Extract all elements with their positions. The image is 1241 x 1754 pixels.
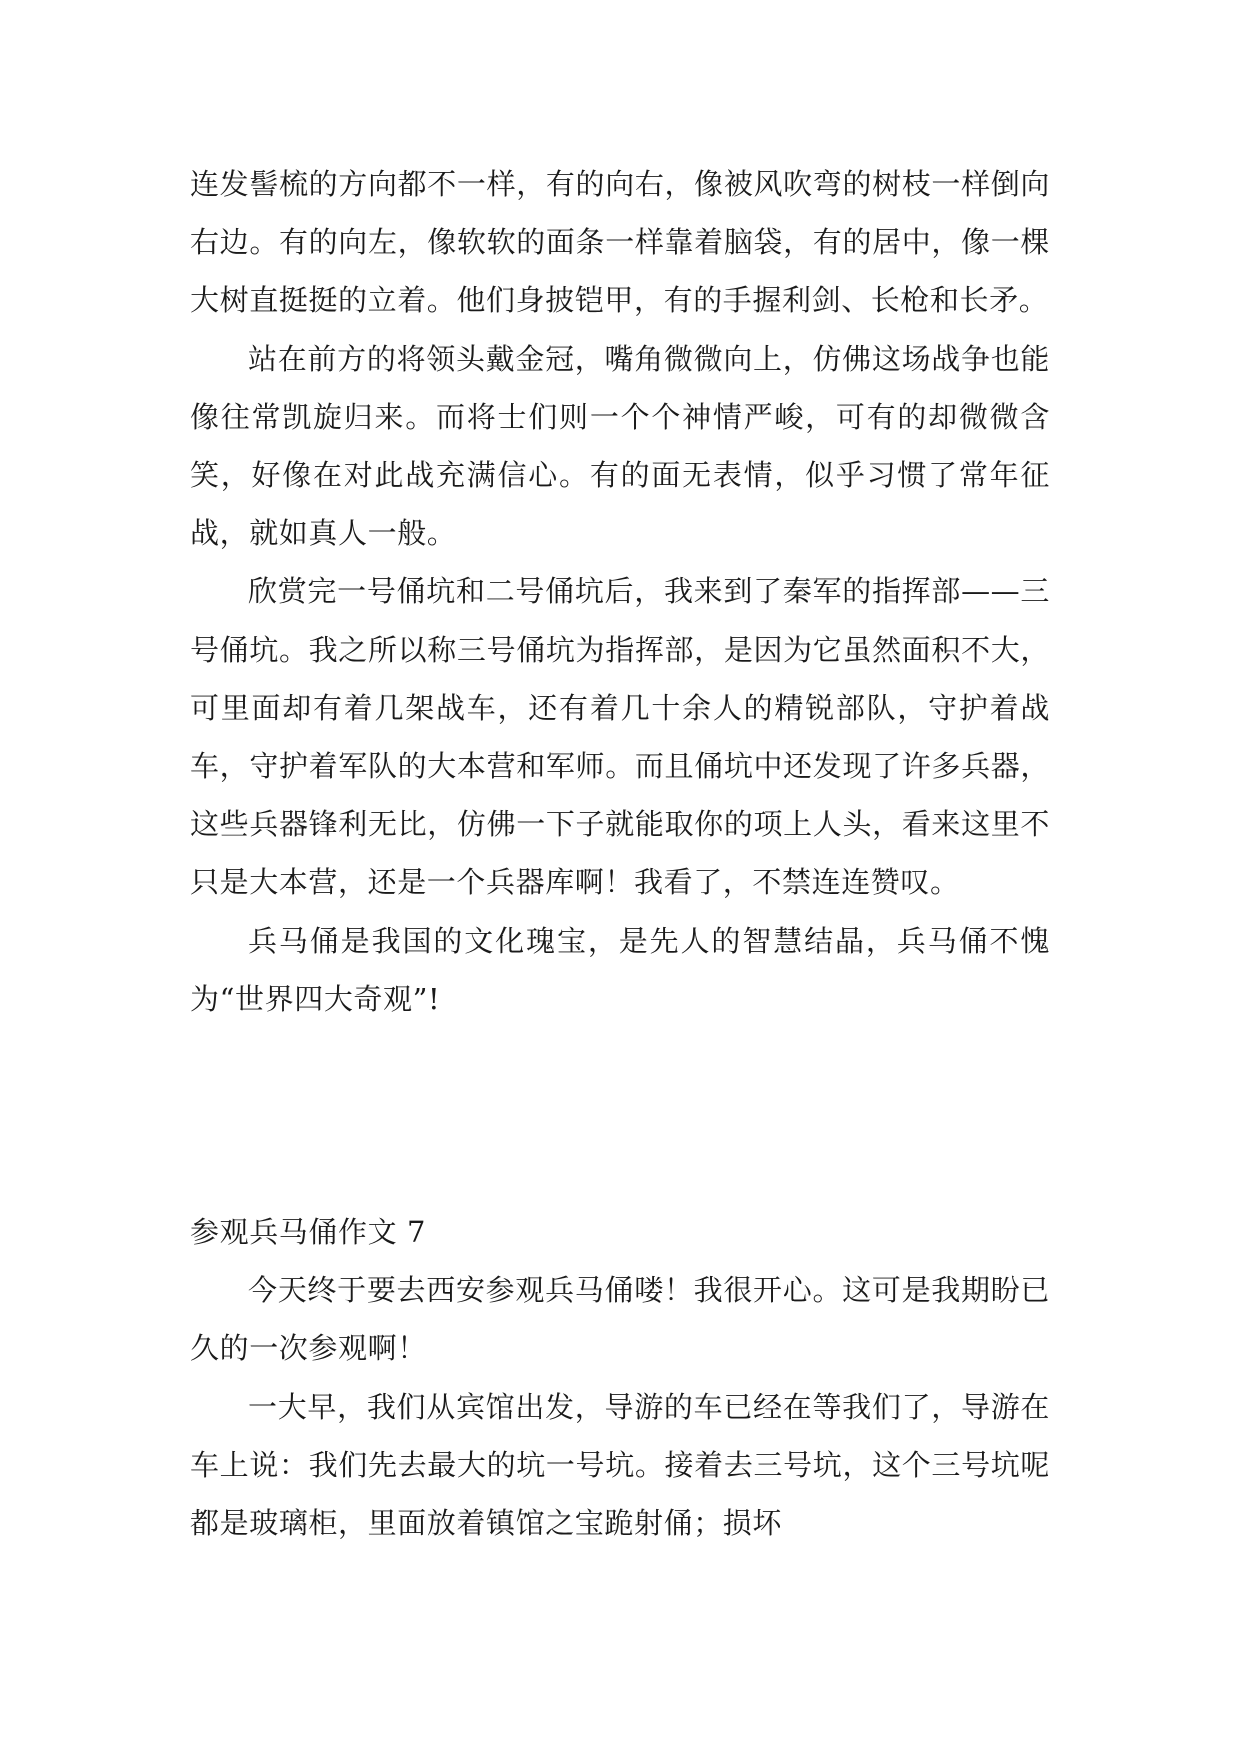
paragraph-trip-intro: 今天终于要去西安参观兵马俑喽！我很开心。这可是我期盼已久的一次参观啊！ bbox=[190, 1273, 1050, 1366]
paragraph-conclusion: 兵马俑是我国的文化瑰宝，是先人的智慧结晶，兵马俑不愧为“世界四大奇观”! bbox=[190, 923, 1050, 1016]
paragraph-pit-three: 欣赏完一号俑坑和二号俑坑后，我来到了秦军的指挥部——三号俑坑。我之所以称三号俑坑为指挥部，是因为它虽然面积不大，可里面却有着几架战车，还有着几十余人的精锐部队，守护着战车，守护着军队的大本营和军师。而且俑坑中还发现了许多兵器，这些兵器锋利无比，仿佛一下子就能取你的项上人头，看来这里不只是大本营，还是一个兵器库啊！我看了，不禁连连赞叹。 bbox=[190, 574, 1050, 900]
essay-seven bbox=[190, 1203, 1050, 1552]
essay-continuation bbox=[190, 155, 1050, 1028]
paragraph-morning-departure: 一大早，我们从宾馆出发，导游的车已经在等我们了，导游在车上说：我们先去最大的坑一号坑。接着去三号坑，这个三号坑呢都是玻璃柜，里面放着镇馆之宝跪射俑；损坏 bbox=[190, 1389, 1050, 1541]
paragraph-general-and-soldiers: 站在前方的将领头戴金冠，嘴角微微向上，仿佛这场战争也能像往常凯旋归来。而将士们则一个个神情严峻，可有的却微微含笑，好像在对此战充满信心。有的面无表情，似乎习惯了常年征战，就如真人一般。 bbox=[190, 341, 1050, 551]
paragraph-hair-and-armor: 连发髻梳的方向都不一样，有的向右，像被风吹弯的树枝一样倒向右边。有的向左，像软软的面条一样靠着脑袋，有的居中，像一棵大树直挺挺的立着。他们身披铠甲，有的手握利剑、长枪和长矛。 bbox=[190, 167, 1050, 318]
section-title: 参观兵马俑作文 7 bbox=[190, 1215, 427, 1249]
